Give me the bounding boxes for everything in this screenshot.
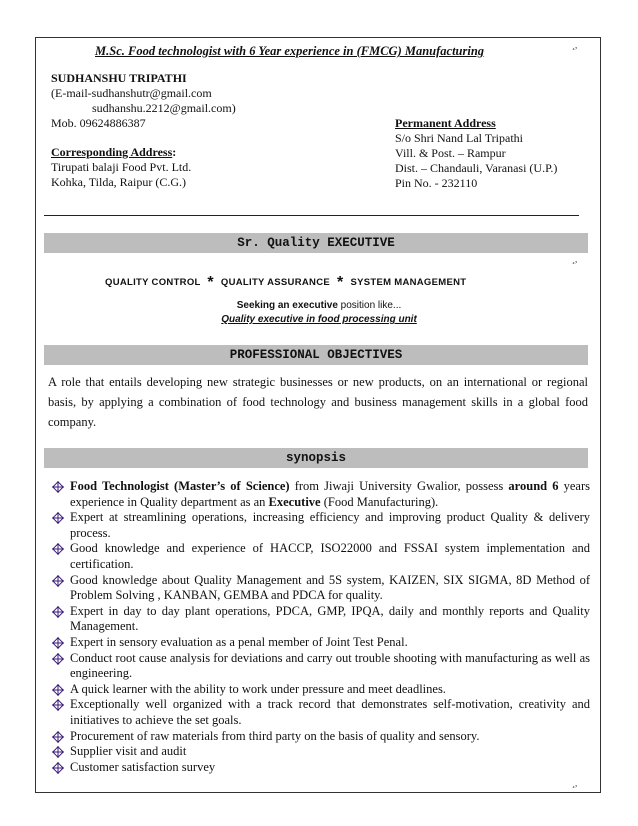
diamond-cross-bullet-icon <box>52 762 64 774</box>
synopsis-text: Good knowledge about Quality Management and 5S system, KAIZEN, SIX SIGMA, 8D Method of Problem Solving , KANBAN, GEMBA and PDCA for quality. <box>70 572 590 603</box>
permanent-address-heading: Permanent Address <box>395 116 496 130</box>
mobile-number: Mob. 09624886387 <box>51 116 146 130</box>
synopsis-text: Exceptionally well organized with a track record that demonstrates self-motivation, creativity and initiatives to achieve the set goals. <box>70 697 590 727</box>
permanent-address-line: Dist. – Chandauli, Varanasi (U.P.) <box>395 161 558 175</box>
synopsis-item <box>50 682 590 698</box>
synopsis-text: Conduct root cause analysis for deviations and carry out trouble shooting with manufacturing as well as engineering. <box>70 650 590 681</box>
synopsis-list <box>50 479 590 775</box>
synopsis-text: Customer satisfaction survey <box>70 759 216 774</box>
corresponding-address-heading-text: Corresponding Address <box>51 145 173 159</box>
synopsis-item <box>50 541 590 572</box>
synopsis-text: Expert in sensory evaluation as a penal member of Joint Test Penal. <box>70 634 408 649</box>
diamond-cross-bullet-icon <box>52 637 64 649</box>
diamond-cross-bullet-icon <box>52 481 64 493</box>
focus-area-system-management: SYSTEM MANAGEMENT <box>350 277 467 288</box>
focus-area-quality-assurance: QUALITY ASSURANCE <box>220 277 330 288</box>
diamond-cross-bullet-icon <box>52 746 64 758</box>
role-title-bar: Sr. Quality EXECUTIVE <box>44 233 588 253</box>
corresponding-address-line: Tirupati balaji Food Pvt. Ltd. <box>51 160 192 174</box>
permanent-address-line: Vill. & Post. – Rampur <box>395 146 506 160</box>
corner-mark-middle: ¸, <box>572 254 578 264</box>
synopsis-item <box>50 744 590 760</box>
synopsis-text: Good knowledge and experience of HACCP, ISO22000 and FSSAI system implementation and certification. <box>70 541 590 571</box>
corner-mark-top: ¸, <box>572 40 578 50</box>
focus-area-quality-control: QUALITY CONTROL <box>105 277 201 288</box>
separator-star-icon: * <box>336 274 344 291</box>
synopsis-text: Executive <box>268 494 321 509</box>
diamond-cross-bullet-icon <box>52 684 64 696</box>
diamond-cross-bullet-icon <box>52 543 64 555</box>
seeking-line <box>0 300 638 311</box>
corresponding-address-line: Kohka, Tilda, Raipur (C.G.) <box>51 175 186 189</box>
seeking-rest: position like... <box>337 300 402 311</box>
diamond-cross-bullet-icon <box>52 653 64 665</box>
target-position: Quality executive in food processing unit <box>221 314 417 325</box>
email-secondary[interactable]: sudhanshu.2212@gmail.com) <box>92 101 236 115</box>
synopsis-text: Food Technologist (Master’s of Science) <box>70 479 290 493</box>
diamond-cross-bullet-icon <box>52 575 64 587</box>
synopsis-text: (Food Manufacturing). <box>320 494 439 509</box>
corresponding-address-heading <box>51 145 176 160</box>
synopsis-item <box>50 479 590 510</box>
synopsis-item <box>50 729 590 745</box>
synopsis-text: around 6 <box>508 479 559 493</box>
synopsis-text: A quick learner with the ability to work under pressure and meet deadlines. <box>70 681 446 696</box>
objective-paragraph: A role that entails developing new strategic businesses or new products, on an international or regional basis, by applying a combination of food technology and business management skills in a global food company. <box>48 375 588 429</box>
synopsis-item <box>50 651 590 682</box>
corner-mark-bottom: ¸, <box>572 778 578 788</box>
synopsis-text: Expert at streamlining operations, increasing efficiency and improving product Quality & delivery process. <box>70 510 590 540</box>
synopsis-text: Supplier visit and audit <box>70 744 187 759</box>
separator-star-icon: * <box>207 274 214 291</box>
seeking-bold: Seeking an executive <box>236 300 338 311</box>
candidate-name: SUDHANSHU TRIPATHI <box>51 71 187 85</box>
synopsis-text: Expert in day to day plant operations, PDCA, GMP, IPQA, daily and monthly reports and Quality Management. <box>70 603 590 634</box>
permanent-address-line: S/o Shri Nand Lal Tripathi <box>395 131 524 145</box>
synopsis-text: from Jiwaji University Gwalior, possess <box>289 479 509 493</box>
objectives-title-bar: PROFESSIONAL OBJECTIVES <box>44 345 588 365</box>
synopsis-item <box>50 573 590 604</box>
diamond-cross-bullet-icon <box>52 606 64 618</box>
resume-headline: M.Sc. Food technologist with 6 Year experience in (FMCG) Manufacturing <box>95 44 485 58</box>
diamond-cross-bullet-icon <box>52 731 64 743</box>
diamond-cross-bullet-icon <box>52 512 64 524</box>
focus-areas-line <box>105 274 466 292</box>
email-primary[interactable]: (E-mail-sudhanshutr@gmail.com <box>51 86 212 100</box>
diamond-cross-bullet-icon <box>52 699 64 711</box>
header-divider <box>44 215 579 216</box>
synopsis-text: Procurement of raw materials from third party on the basis of quality and sensory. <box>70 728 480 743</box>
synopsis-item <box>50 635 590 651</box>
synopsis-text: years experience in Quality department as an <box>70 479 590 509</box>
synopsis-item <box>50 604 590 635</box>
synopsis-title-bar: synopsis <box>44 448 588 468</box>
synopsis-item <box>50 697 590 728</box>
synopsis-item <box>50 510 590 541</box>
corresponding-address-colon: : <box>172 145 177 159</box>
synopsis-item <box>50 760 590 776</box>
permanent-address-line: Pin No. - 232110 <box>395 176 478 190</box>
